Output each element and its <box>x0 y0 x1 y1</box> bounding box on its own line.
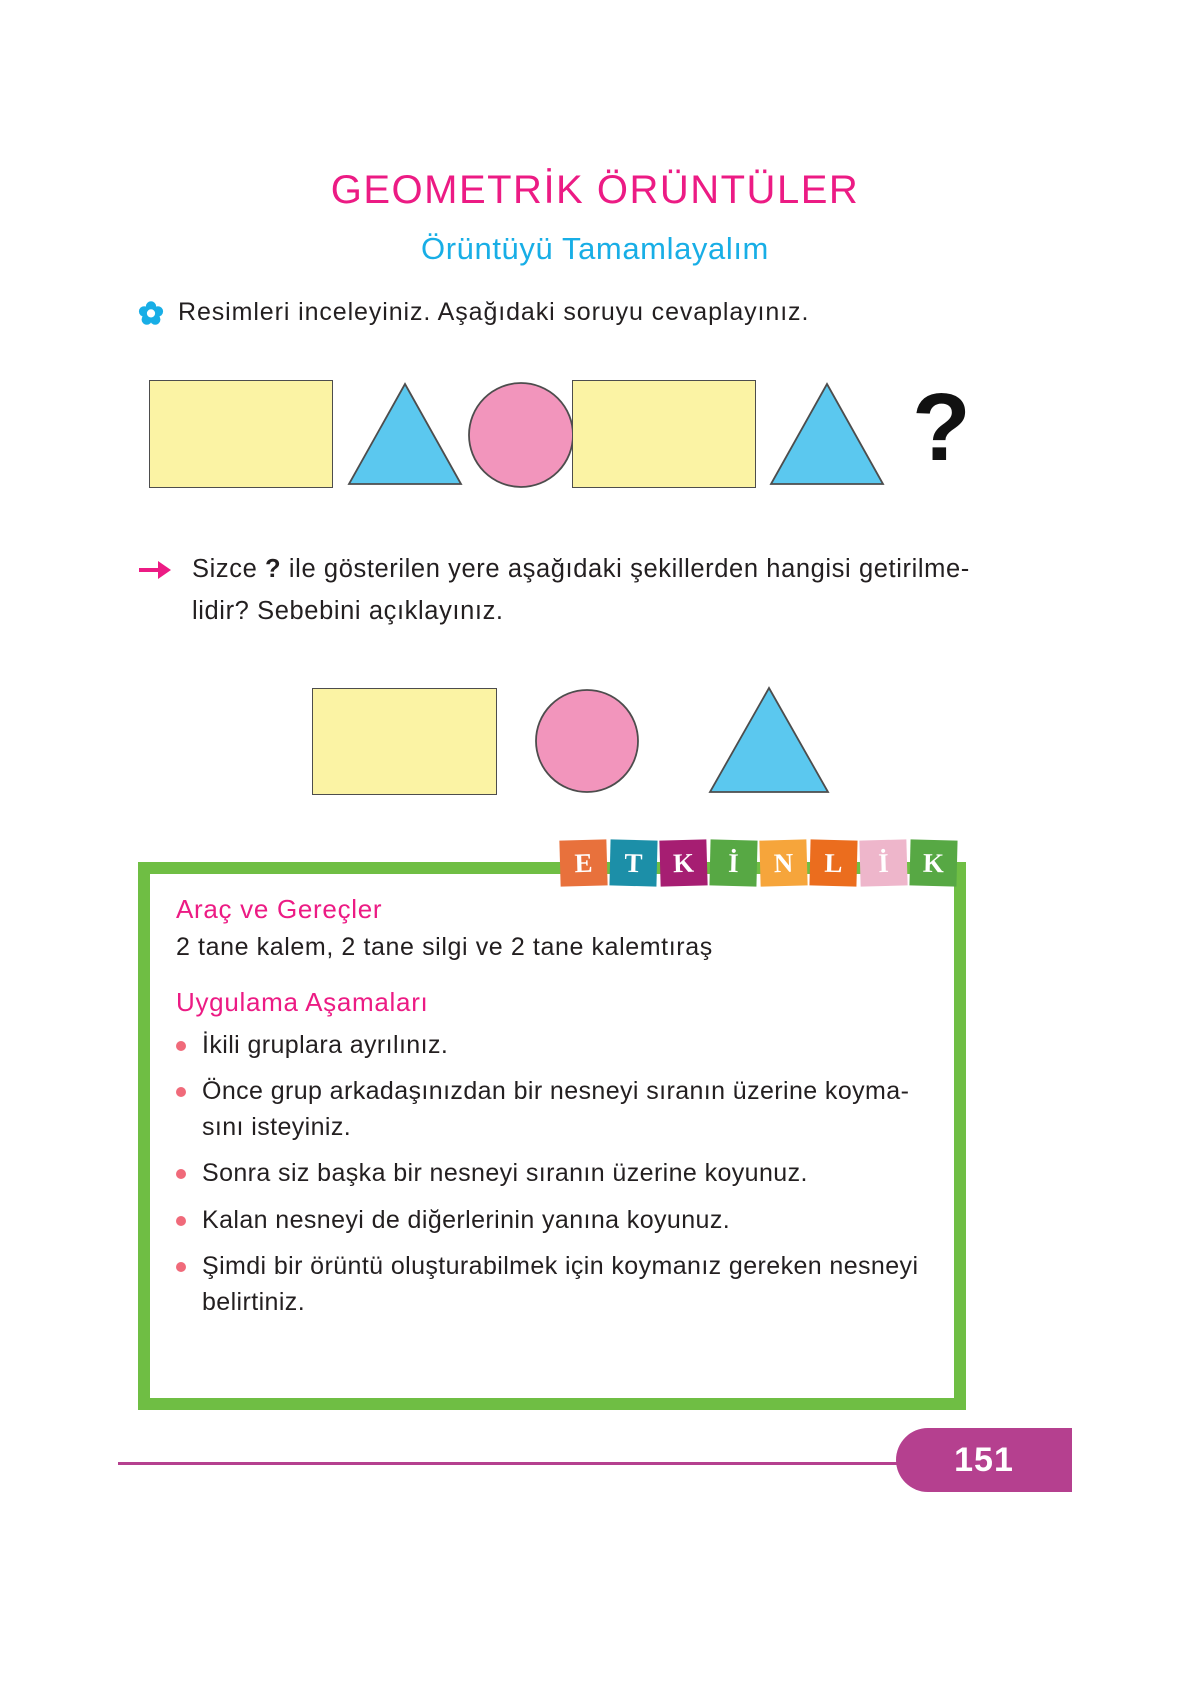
materials-text: 2 tane kalem, 2 tane silgi ve 2 tane kalemtıraş <box>176 933 713 961</box>
list-item <box>176 1028 928 1064</box>
page-number-badge: 151 <box>896 1428 1072 1492</box>
activity-tab-text-0: E <box>574 847 593 878</box>
instruction-2-after: ile gösterilen yere aşağıdaki şekillerden hangisi getirilme- <box>281 555 970 583</box>
list-item <box>176 1074 928 1145</box>
activity-tab-letter-6 <box>859 839 907 886</box>
instruction-1-text: Resimleri inceleyiniz. Aşağıdaki soruyu cevaplayınız. <box>178 298 810 326</box>
list-item <box>176 1203 928 1239</box>
activity-tab-letter-2 <box>659 839 707 886</box>
activity-tab-letter-7 <box>909 839 957 886</box>
activity-tab-text-4: N <box>773 847 794 878</box>
bullet-dot-icon <box>176 1041 186 1051</box>
steps-heading: Uygulama Aşamaları <box>176 986 429 1017</box>
option-triangle[interactable] <box>706 684 832 796</box>
instruction-line-1 <box>138 296 1038 329</box>
bullet-dot-icon <box>176 1216 186 1226</box>
step-text-1: Önce grup arkadaşınızdan bir nesneyi sıranın üzerine koyma-sını isteyiniz. <box>202 1077 910 1141</box>
list-item <box>176 1156 928 1192</box>
pattern-item-rectangle-2 <box>572 380 756 488</box>
activity-tab-letter-3 <box>709 839 757 886</box>
activity-tab-letter-5 <box>809 839 857 886</box>
pattern-sequence <box>140 372 1000 494</box>
activity-box <box>138 862 966 1410</box>
arrow-right-icon <box>138 557 172 583</box>
step-text-4: Şimdi bir örüntü oluşturabilmek için koymanız gereken nesneyi belirtiniz. <box>202 1252 919 1316</box>
option-rectangle[interactable] <box>312 688 497 795</box>
activity-tab-text-7: K <box>922 847 945 878</box>
bullet-dot-icon <box>176 1087 186 1097</box>
option-circle[interactable] <box>532 686 642 796</box>
bullet-dot-icon <box>176 1169 186 1179</box>
activity-tab-letter-4 <box>759 839 807 886</box>
pattern-item-triangle-1 <box>345 380 465 488</box>
pattern-item-rectangle-1 <box>149 380 333 488</box>
activity-tab-text-2: K <box>672 847 695 878</box>
pattern-item-circle-1 <box>465 380 577 490</box>
activity-tab-text-3: İ <box>727 847 740 878</box>
steps-list <box>176 1028 928 1321</box>
flower-icon <box>138 300 164 326</box>
materials-heading: Araç ve Gereçler <box>176 894 383 924</box>
instruction-line-2 <box>138 548 1018 632</box>
page-subtitle: Örüntüyü Tamamlayalım <box>421 231 769 266</box>
list-item <box>176 1249 928 1320</box>
bullet-dot-icon <box>176 1262 186 1272</box>
activity-label-tabs <box>560 836 957 886</box>
pattern-item-question-mark: ? <box>912 374 971 481</box>
instruction-2-text <box>192 548 1018 632</box>
instruction-2-before: Sizce <box>192 555 266 583</box>
instruction-2-line-2: lidir? Sebebini açıklayınız. <box>192 597 504 626</box>
activity-tab-text-1: T <box>624 847 643 878</box>
pattern-item-triangle-2 <box>767 380 887 488</box>
answer-options-row <box>300 678 860 803</box>
activity-tab-letter-1 <box>609 839 657 886</box>
page-title: GEOMETRİK ÖRÜNTÜLER <box>330 168 860 212</box>
activity-tab-text-6: İ <box>877 847 890 878</box>
instruction-2-question-mark: ? <box>265 555 282 583</box>
step-text-2: Sonra siz başka bir nesneyi sıranın üzerine koyunuz. <box>202 1159 808 1188</box>
footer-divider <box>118 1462 898 1465</box>
activity-tab-letter-0 <box>559 839 607 886</box>
activity-box-content <box>150 874 954 1398</box>
step-text-3: Kalan nesneyi de diğerlerinin yanına koyunuz. <box>202 1205 731 1234</box>
activity-tab-text-5: L <box>824 847 843 878</box>
step-text-0: İkili gruplara ayrılınız. <box>202 1030 449 1059</box>
